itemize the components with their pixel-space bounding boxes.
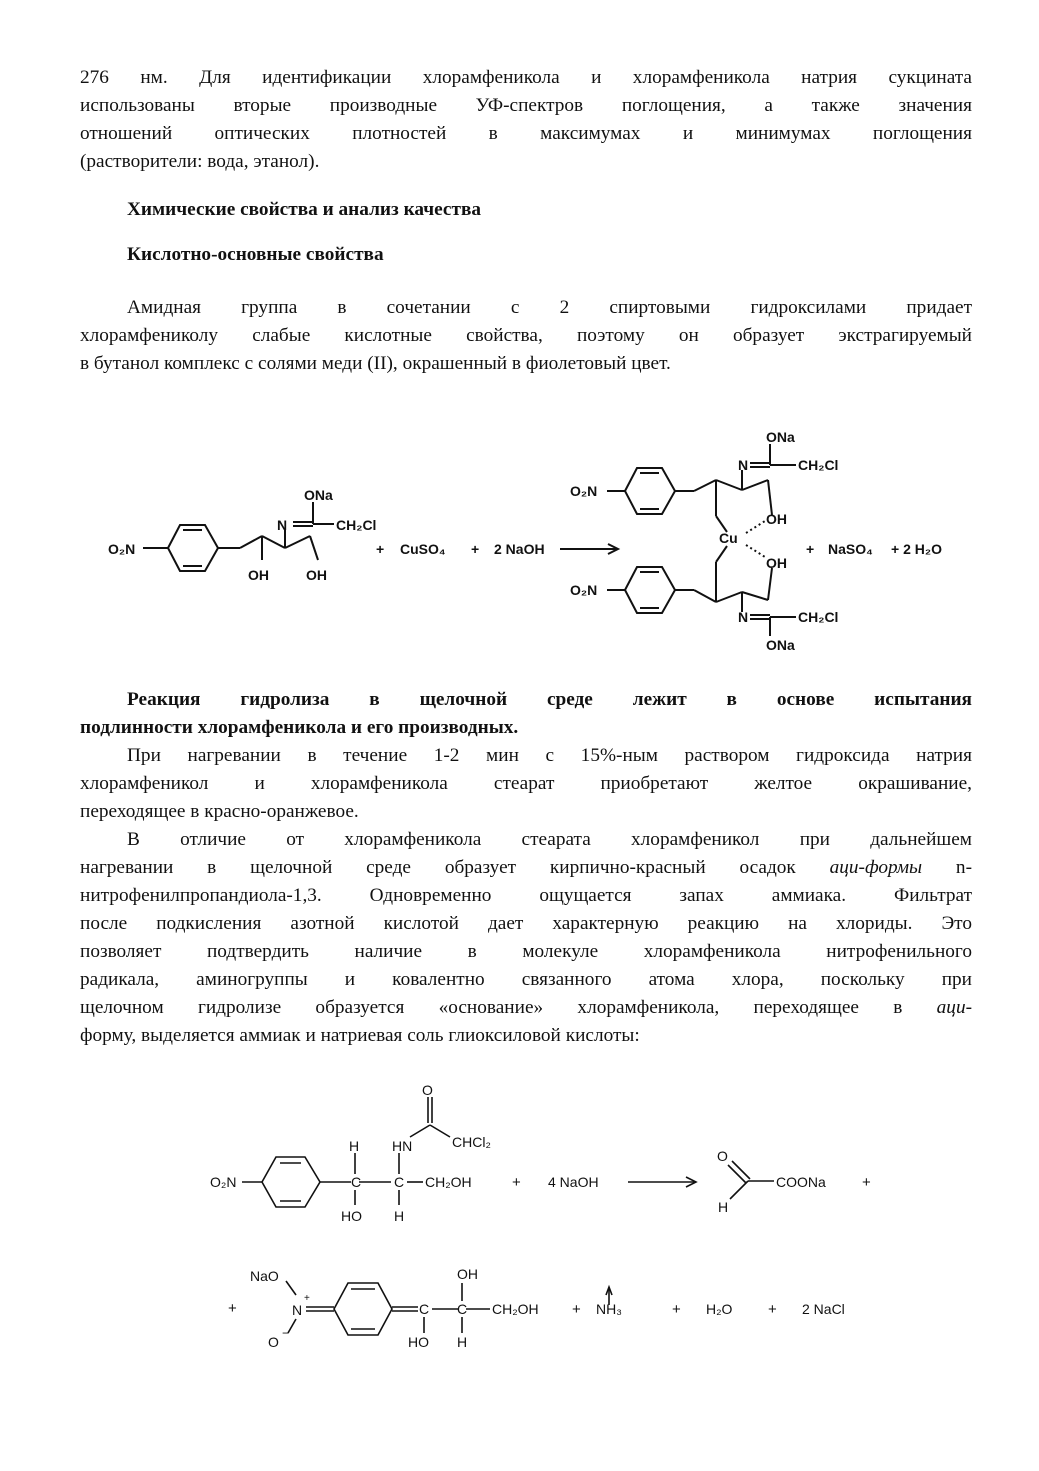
nitro-group-label: O₂N <box>108 541 136 557</box>
text-line: переходящее в красно-оранжевое. <box>80 801 359 822</box>
copper-complex-reaction-scheme <box>0 420 1039 660</box>
ona-label: ONa <box>766 637 795 653</box>
paragraph-acid-base <box>80 294 972 378</box>
imine-n-label: N <box>277 517 288 533</box>
carbon-label: C <box>419 1301 430 1317</box>
cuso4-label: CuSO₄ <box>400 541 446 557</box>
text-line: отношений оптических плотностей в максимумах и минимумах поглощения <box>80 123 972 144</box>
alkaline-hydrolysis-scheme <box>0 1075 1039 1375</box>
plus-sign: + <box>471 541 480 557</box>
naoh-label: 2 NaOH <box>494 541 545 557</box>
carbon-label: C <box>351 1174 362 1190</box>
h-label: H <box>718 1199 729 1215</box>
ho-label: HO <box>341 1208 362 1224</box>
plus-sign: + <box>376 541 385 557</box>
plus-sign: + <box>672 1301 681 1318</box>
oh-label: OH <box>457 1266 478 1282</box>
text-line: Амидная группа в сочетании с 2 спиртовыми гидроксилами придает <box>127 297 972 318</box>
text-line: в бутанол комплекс с солями меди (II), окрашенный в фиолетовый цвет. <box>80 353 671 374</box>
text-line: форму, выделяется аммиак и натриевая соль глиоксиловой кислоты: <box>80 1025 640 1046</box>
imine-n-label: N <box>738 609 749 625</box>
text-line: 276 нм. Для идентификации хлорамфеникола и хлорамфеникола натрия сукцината <box>80 67 972 88</box>
oh-label: OH <box>766 511 787 527</box>
text-line: В отличие от хлорамфеникола стеарата хлорамфеникол при дальнейшем <box>127 829 972 850</box>
text-line: щелочном гидролизе образуется «основание» хлорамфеникола, переходящее в аци- <box>80 997 972 1018</box>
ona-label: ONa <box>766 429 795 445</box>
sodium-chloride-label: 2 NaCl <box>802 1301 845 1317</box>
water-label: H₂O <box>706 1301 733 1317</box>
nitrogen-label: N <box>292 1302 303 1318</box>
carbonyl-o-label: O <box>422 1082 433 1098</box>
nitro-group-label: O₂N <box>570 483 598 499</box>
text-line: радикала, аминогруппы и ковалентно связанного атома хлора, поскольку при <box>80 969 972 990</box>
negative-charge: − <box>282 1326 290 1340</box>
water-label: + 2 H₂O <box>891 541 942 557</box>
plus-sign: + <box>572 1301 581 1318</box>
oxygen-label: O <box>268 1334 279 1350</box>
plus-sign: + <box>768 1301 777 1318</box>
text-line: нагревании в щелочной среде образует кирпично-красный осадок аци-формы n- <box>80 857 972 878</box>
section-heading: Химические свойства и анализ качества <box>127 199 482 220</box>
imine-n-label: N <box>738 457 749 473</box>
oh-label: OH <box>248 567 269 583</box>
text-line: позволяет подтвердить наличие в молекуле хлорамфеникола нитрофенильного <box>80 941 972 962</box>
chcl2-label: CHCl₂ <box>452 1134 491 1150</box>
positive-charge: + <box>304 1293 310 1304</box>
nitro-group-label: O₂N <box>210 1174 237 1190</box>
ch2oh-label: CH₂OH <box>492 1301 539 1317</box>
ch2cl-label: CH₂Cl <box>336 517 377 533</box>
plus-sign: + <box>512 1174 521 1191</box>
paragraph-heating <box>80 742 972 826</box>
h-label: H <box>457 1334 468 1350</box>
h-label: H <box>349 1138 360 1154</box>
carbon-label: C <box>457 1301 468 1317</box>
plus-sign: + <box>806 541 815 557</box>
oh-label: OH <box>306 567 327 583</box>
plus-sign: + <box>228 1300 237 1317</box>
copper-label: Cu <box>719 530 738 546</box>
paragraph-difference <box>80 826 972 1050</box>
text-line: При нагревании в течение 1-2 мин с 15%-ным раствором гидроксида натрия <box>127 745 972 766</box>
plus-sign: + <box>862 1174 871 1191</box>
nitro-group-label: O₂N <box>570 582 598 598</box>
paragraph-hydrolysis-bold <box>80 686 972 742</box>
ho-label: HO <box>408 1334 429 1350</box>
ch2cl-label: CH₂Cl <box>798 609 839 625</box>
text-line: после подкисления азотной кислотой дает характерную реакцию на хлориды. Это <box>80 913 972 934</box>
text-line: хлорамфеникол и хлорамфеникола стеарат приобретают желтое окрашивание, <box>80 773 972 794</box>
ch2oh-label: CH₂OH <box>425 1174 472 1190</box>
ona-label: ONa <box>304 487 333 503</box>
naso4-label: NaSO₄ <box>828 541 873 557</box>
h-label: H <box>394 1208 405 1224</box>
paragraph-intro <box>80 64 972 176</box>
reaction-arrow <box>560 544 618 554</box>
text-line: хлорамфениколу слабые кислотные свойства, поэтому он образует экстрагируемый <box>80 325 972 346</box>
text-line: нитрофенилпропандиола-1,3. Одновременно ощущается запах аммиака. Фильтрат <box>80 885 972 906</box>
ammonia-label: NH₃ <box>596 1301 622 1317</box>
ch2cl-label: CH₂Cl <box>798 457 839 473</box>
text-line: подлинности хлорамфеникола и его производных. <box>80 717 519 738</box>
hn-label: HN <box>392 1138 413 1154</box>
aldehyde-o-label: O <box>717 1148 728 1164</box>
text-line: (растворители: вода, этанол). <box>80 151 320 172</box>
text-line: Реакция гидролиза в щелочной среде лежит в основе испытания <box>127 689 972 710</box>
carbon-label: C <box>394 1174 405 1190</box>
text-line: использованы вторые производные УФ-спектров поглощения, а также значения <box>80 95 972 116</box>
nao-label: NaO <box>250 1268 279 1284</box>
naoh-label: 4 NaOH <box>548 1174 599 1190</box>
oh-label: OH <box>766 555 787 571</box>
subsection-heading: Кислотно-основные свойства <box>127 244 384 265</box>
coona-label: COONa <box>776 1174 826 1190</box>
